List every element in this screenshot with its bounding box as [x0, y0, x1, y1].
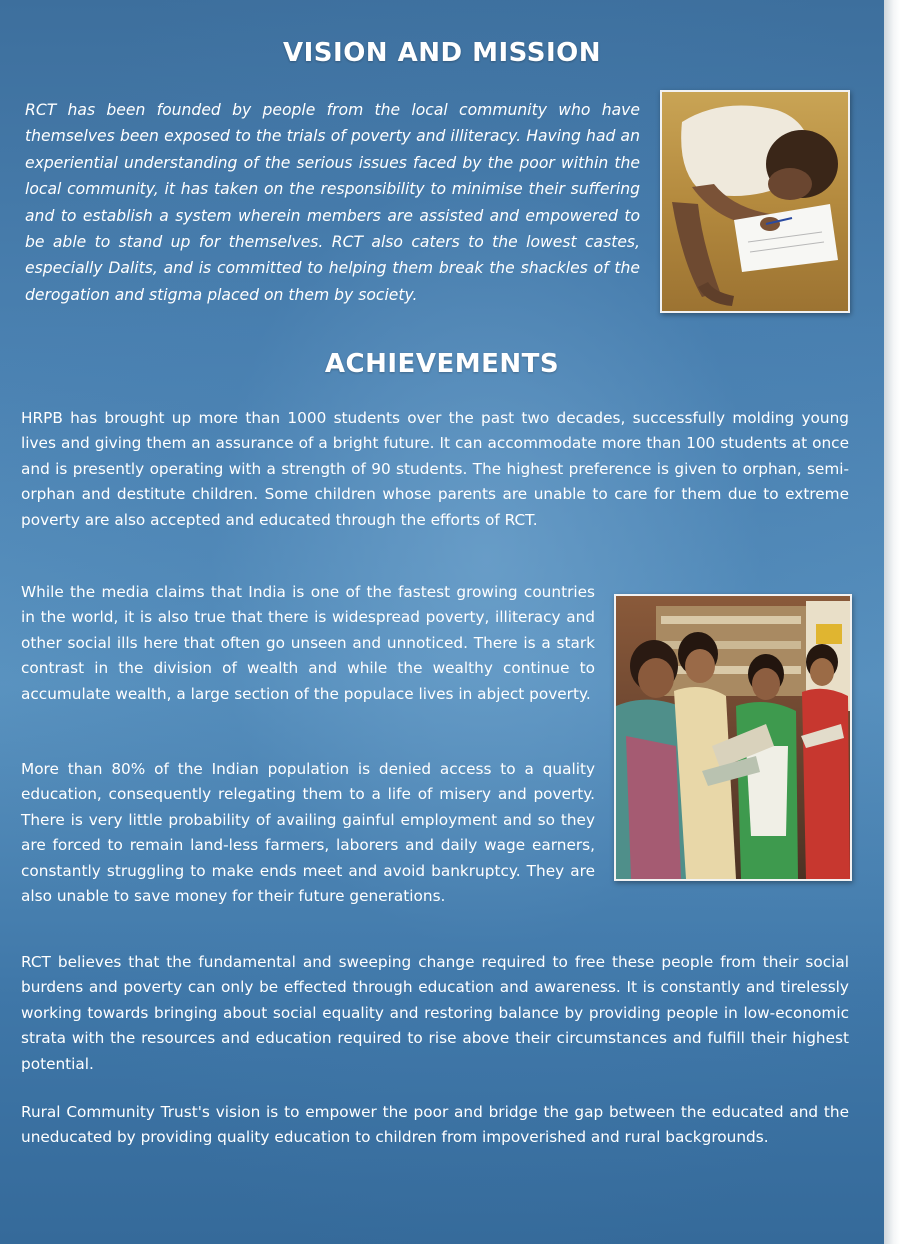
achievements-heading: ACHIEVEMENTS — [324, 349, 560, 379]
photo-child-writing — [660, 90, 850, 313]
paper-edge — [884, 0, 900, 1244]
photo-students-reading — [614, 594, 852, 881]
achievements-paragraph-3: More than 80% of the Indian population is denied access to a quality education, consequently relegating them to a life of misery and poverty. There is very little probability of availing gainful employment and so they are forced to remain land-less farmers, laborers and daily wage earners, constantly struggling to make ends meet and avoid bankruptcy. They are also unable to save money for their future generations. — [21, 760, 595, 906]
achievements-paragraph-1: HRPB has brought up more than 1000 students over the past two decades, successfully molding young lives and giving them an assurance of a bright future. It can accommodate more than 100 students at once and is presently operating with a strength of 90 students. The highest preference is given to orphan, semi-orphan and destitute children. Some children whose parents are unable to care for them due to extreme poverty are also accepted and educated through the efforts of RCT. — [21, 409, 849, 529]
achievements-paragraph-4: RCT believes that the fundamental and sweeping change required to free these people from their social burdens and poverty can only be effected through education and awareness. It is constantly and tirelessly working towards bringing about social equality and restoring balance by providing people in low-economic strata with the resources and education required to rise above their circumstances and fulfill their highest potential. — [21, 953, 849, 1073]
vision-paragraph: RCT has been founded by people from the local community who have themselves been exposed to the trials of poverty and illiteracy. Having had an experiential understanding of the serious issues faced by the poor within the local community, it has taken on the responsibility to minimise their suffering and to establish a system wherein members are assisted and empowered to be able to stand up for themselves. RCT also caters to the lowest castes, especially Dalits, and is committed to helping them break the shackles of the derogation and stigma placed on them by society. — [25, 101, 640, 304]
vision-heading: VISION AND MISSION — [283, 38, 601, 68]
achievements-paragraph-5: Rural Community Trust's vision is to empower the poor and bridge the gap between the educated and the uneducated by providing quality education to children from impoverished and rural backgrounds. — [21, 1103, 849, 1147]
achievements-paragraph-2: While the media claims that India is one of the fastest growing countries in the world, it is also true that there is widespread poverty, illiteracy and other social ills here that often go unseen and unnoticed. There is a stark contrast in the division of wealth and while the wealthy continue to accumulate wealth, a large section of the populace lives in abject poverty. — [21, 583, 595, 703]
